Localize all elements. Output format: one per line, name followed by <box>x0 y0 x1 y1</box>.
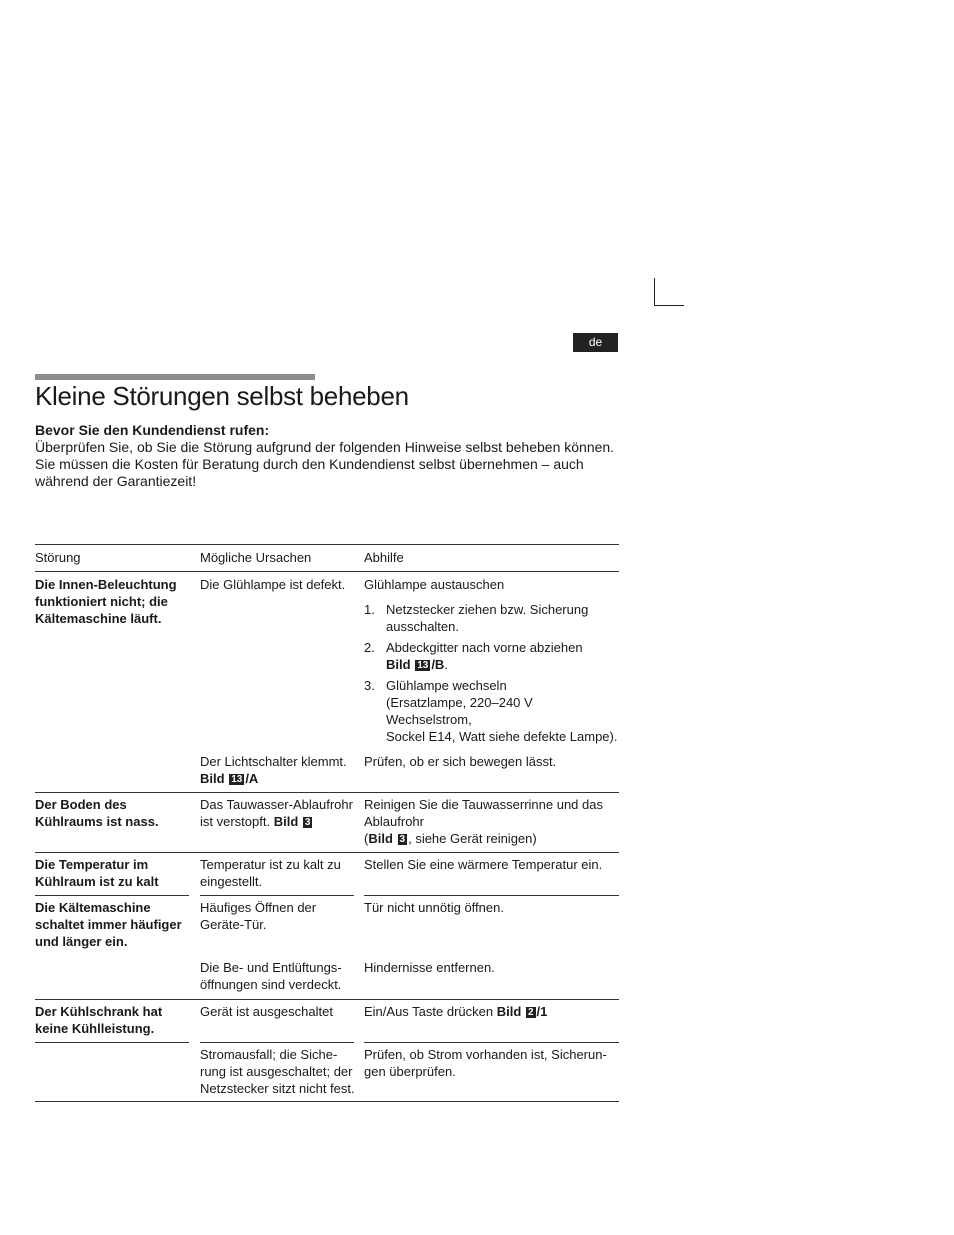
r3-rule-col1 <box>35 895 189 896</box>
r1-cause-2: Der Lichtschalter klemmt. Bild 13 /A <box>200 754 347 786</box>
figure-ref-3-icon: 3 <box>304 817 311 828</box>
figure-ref-2-icon: 2 <box>527 1007 534 1018</box>
r6-fix: Prüfen, ob Strom vorhanden ist, Sicherungen überprüfen. <box>364 1047 607 1079</box>
header-rule <box>35 571 619 572</box>
r2-fix: Reinigen Sie die Tauwasserrinne und das Ablaufrohr (Bild 3 , siehe Gerät reinigen) <box>364 797 603 846</box>
r5-rule-col3 <box>364 1042 619 1043</box>
header-causes: Mögliche Ursachen <box>200 550 312 565</box>
r4-rule <box>35 999 619 1000</box>
r4-fix-1: Tür nicht unnötig öffnen. <box>364 900 504 915</box>
r5-problem: Der Kühlschrank hat keine Kühlleistung. <box>35 1004 163 1036</box>
r1-step-3: 3. Glühlampe wechseln (Ersatzlampe, 220–240 V Wechselstrom, Sockel E14, Watt siehe defekte Lampe). <box>364 678 618 744</box>
r4-cause-2: Die Be- und Entlüftungsöffnungen sind verdeckt. <box>200 960 342 992</box>
r1-step-2: 2. Abdeckgitter nach vorne abziehen Bild 13 /B. <box>364 640 583 672</box>
intro-paragraph-2: Sie müssen die Kosten für Beratung durch den Kundendienst selbst übernehmen – auch während der Garantiezeit! <box>35 456 584 489</box>
language-badge: de <box>573 333 618 352</box>
r5-cause: Gerät ist ausgeschaltet <box>200 1004 333 1019</box>
figure-ref-13-icon: 13 <box>417 660 429 671</box>
r4-cause-1: Häufiges Öffnen der Geräte-Tür. <box>200 900 317 932</box>
r1-cause-1: Die Glühlampe ist defekt. <box>200 577 346 592</box>
intro-block <box>35 422 619 490</box>
r5-fix: Ein/Aus Taste drücken Bild 2 /1 <box>364 1004 548 1019</box>
r6-cause: Stromausfall; die Sicherung ist ausgeschaltet; der Netzstecker sitzt nicht fest. <box>200 1047 355 1096</box>
crop-mark-horizontal <box>654 305 684 306</box>
table-bottom-rule <box>35 1101 619 1102</box>
r3-rule-col2 <box>200 895 354 896</box>
header-problem: Störung <box>35 550 81 565</box>
r3-rule-col3 <box>364 895 619 896</box>
r3-cause: Temperatur ist zu kalt zu eingestellt. <box>200 857 341 889</box>
section-rule <box>35 374 315 380</box>
r2-rule <box>35 852 619 853</box>
figure-ref-3-icon: 3 <box>399 834 406 845</box>
r2-cause: Das Tauwasser-Ablaufrohr ist verstopft. Bild 3 <box>200 797 353 829</box>
r1-problem: Die Innen-Beleuchtung funktioniert nicht; die Kältemaschine läuft. <box>35 577 177 626</box>
r4-fix-2: Hindernisse entfernen. <box>364 960 495 975</box>
header-remedy: Abhilfe <box>364 550 404 565</box>
intro-lead: Bevor Sie den Kundendienst rufen: <box>35 422 270 438</box>
r3-fix: Stellen Sie eine wärmere Temperatur ein. <box>364 857 603 872</box>
r1-steps <box>364 601 619 745</box>
r2-problem: Der Boden des Kühlraums ist nass. <box>35 797 159 829</box>
page-title: Kleine Störungen selbst beheben <box>35 381 409 411</box>
r1-fix-2: Prüfen, ob er sich bewegen lässt. <box>364 754 557 769</box>
r1-fix-1: Glühlampe austauschen <box>364 577 505 592</box>
r1-step-1: 1. Netzstecker ziehen bzw. Sicherung ausschalten. <box>364 602 589 634</box>
r4-problem: Die Kältemaschine schaltet immer häufiger und länger ein. <box>35 900 182 949</box>
r5-rule-col1 <box>35 1042 189 1043</box>
crop-mark-vertical <box>654 278 655 306</box>
r3-problem: Die Temperatur im Kühlraum ist zu kalt <box>35 857 159 889</box>
table-top-rule <box>35 544 619 545</box>
r5-rule-col2 <box>200 1042 354 1043</box>
r1-rule <box>35 792 619 793</box>
figure-ref-13-icon: 13 <box>231 774 243 785</box>
intro-paragraph-1: Überprüfen Sie, ob Sie die Störung aufgrund der folgenden Hinweise selbst beheben können. <box>35 439 615 455</box>
